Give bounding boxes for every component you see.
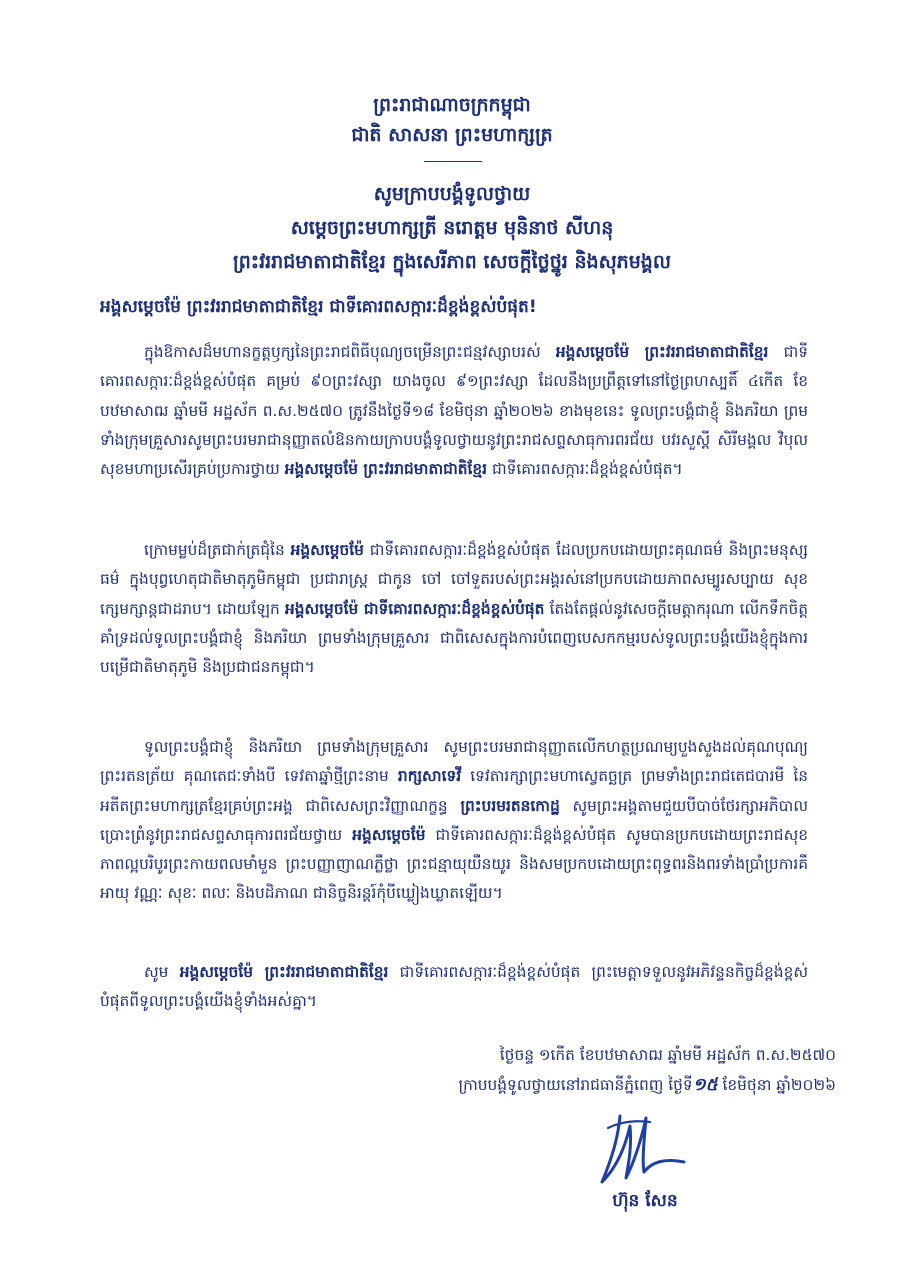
header-divider <box>424 161 482 162</box>
kingdom-header: ព្រះរាជាណាចក្រកម្ពុជា <box>373 94 531 116</box>
place-and-date: ក្រាបបង្គំទូលថ្វាយនៅរាជធានីភ្នំពេញ ថ្ងៃទី១៥ ខែមិថុនា ឆ្នាំ២០២៦ <box>458 1075 836 1095</box>
paragraph-3: ទូលព្រះបង្គំជាខ្ញុំ និងភរិយា ព្រមទាំងក្រុមគ្រួសារ សូមព្រះបរមរាជានុញ្ញាតលើកហត្ថប្រណម្យបួងសួងដល់គុណបុណ្យព្រះរតនត្រ័យ គុណតេជៈទាំងបី ទេវតាឆ្នាំថ្មីព្រះនាម រាក្សសាទេវី ទេវតារក្សាព្រះមហាស្វេតច្ឆត្រ ព្រមទាំងព្រះរាជតេជបារមី នៃអតីតព្រះមហាក្សត្រខ្មែរគ្រប់ព្រះអង្គ ជាពិសេសព្រះវិញ្ញាណក្ខន្ធ ព្រះបរមរតនកោដ្ឋ សូមព្រះអង្គតាមជួយបីបាច់ថែរក្សាអភិបាលប្រោះព្រំនូវព្រះរាជសព្ទសាធុការពរជ័យថ្វាយ អង្គសម្តេចម៉ែ ជាទីគោរពសក្ការៈដ៏ខ្ពង់ខ្ពស់បំផុត សូមបានប្រកបដោយព្រះរាជសុខភាពល្អបរិបូរព្រះកាយពលមាំមួន ព្រះបញ្ញាញាណភ្លឺថ្លា ព្រះជន្មាយុយឺនយូរ និងសមប្រកបដោយព្រះពុទ្ធពរនិងពរទាំងប្រាំប្រការគឺ អាយុ វណ្ណៈ សុខៈ ពលៈ និងបដិភាណ ជានិច្ចនិរន្តរ៍កុំបីឃ្លៀងឃ្លាតឡើយ។ <box>100 738 809 903</box>
salutation: អង្គសម្តេចម៉ែ ព្រះវររាជមាតាជាតិខ្មែរ ជាទីគោរពសក្ការៈដ៏ខ្ពង់ខ្ពស់បំផុត! <box>100 297 537 317</box>
signature-mark <box>598 1108 688 1190</box>
lunar-date: ថ្ងៃចន្ទ ១កើត ខែបឋមាសាឍ ឆ្នាំមមី អដ្ឋស័ក ព.ស.២៥៧០ <box>499 1046 836 1064</box>
national-motto: ជាតិ សាសនា ព្រះមហាក្សត្រ <box>351 124 553 146</box>
paragraph-4: សូម អង្គសម្តេចម៉ែ ព្រះវររាជមាតាជាតិខ្មែរ ជាទីគោរពសក្ការៈដ៏ខ្ពង់ខ្ពស់បំផុត ព្រះមេត្តាទទួលនូវអភិវន្ទនកិច្ចដ៏ខ្ពង់ខ្ពស់បំផុតពីទូលព្រះបង្គំយើងខ្ញុំទាំងអស់គ្នា។ <box>100 963 808 1011</box>
address-line-1: សូមក្រាបបង្គំទូលថ្វាយ <box>373 183 531 205</box>
address-line-3: ព្រះវររាជមាតាជាតិខ្មែរ ក្នុងសេរីភាព សេចក្តីថ្លៃថ្នូរ និងសុភមង្គល <box>233 251 671 273</box>
paragraph-2: ក្រោមម្លប់ដ៏ត្រជាក់ត្រជុំនៃ អង្គសម្តេចម៉ែ ជាទីគោរពសក្ការៈដ៏ខ្ពង់ខ្ពស់បំផុត ដែលប្រកបដោយព្រះគុណធម៌ និងព្រះមនុស្សធម៌ ក្នុងបុព្វហេតុជាតិមាតុភូមិកម្ពុជា ប្រជារាស្ត្រ ជាកូន ចៅ ចៅទួតរបស់ព្រះអង្គរស់នៅប្រកបដោយភាពសម្បូរសប្បាយ សុខក្សេមក្សាន្តជាដរាប។ ដោយឡែក អង្គសម្តេចម៉ែ ជាទីគោរពសក្ការៈដ៏ខ្ពង់ខ្ពស់បំផុត តែងតែផ្តល់នូវសេចក្តីមេត្តាករុណា លើកទឹកចិត្ត គាំទ្រដល់ទូលព្រះបង្គំជាខ្ញុំ និងភរិយា ព្រមទាំងក្រុមគ្រួសារ ជាពិសេសក្នុងការបំពេញបេសកកម្មរបស់ទូលព្រះបង្គំយើងខ្ញុំក្នុងការបម្រើជាតិមាតុភូមិ និងប្រជាជនកម្ពុជា។ <box>100 541 809 677</box>
paragraph-1: ក្នុងឱកាសដ៏មហានក្ខត្តឫក្សនៃព្រះរាជពិធីបុណ្យចម្រើនព្រះជន្មវស្សាបរស់ អង្គសម្តេចម៉ែ ព្រះវររាជមាតាជាតិខ្មែរ ជាទីគោរពសក្ការៈដ៏ខ្ពង់ខ្ពស់បំផុត គម្រប់ ៩០ព្រះវស្សា យាងចូល ៩១ព្រះវស្សា ដែលនឹងប្រព្រឹត្តទៅនៅថ្ងៃព្រហស្បតិ៍ ៤កើត ខែបឋមាសាឍ ឆ្នាំមមី អដ្ឋស័ក ព.ស.២៥៧០ ត្រូវនឹងថ្ងៃទី១៨ ខែមិថុនា ឆ្នាំ២០២៦ ខាងមុខនេះ ទូលព្រះបង្គំជាខ្ញុំ និងភរិយា ព្រមទាំងក្រុមគ្រួសារសូមព្រះបរមរាជានុញ្ញាតលំឱនកាយក្រាបបង្គំទូលថ្វាយនូវព្រះរាជសព្ទសាធុការពរជ័យ បវរសួស្តី សិរីមង្គល វិបុលសុខមហាប្រសើរគ្រប់ប្រការថ្វាយ អង្គសម្តេចម៉ែ ព្រះវររាជមាតាជាតិខ្មែរ ជាទីគោរពសក្ការៈដ៏ខ្ពង់ខ្ពស់បំផុត។ <box>100 343 808 479</box>
handwritten-day: ១៥ <box>692 1075 718 1095</box>
address-line-2: សម្តេចព្រះមហាក្សត្រី នរោត្តម មុនិនាថ សីហនុ <box>290 217 614 239</box>
signer-name: ហ៊ុន សែន <box>612 1191 678 1211</box>
